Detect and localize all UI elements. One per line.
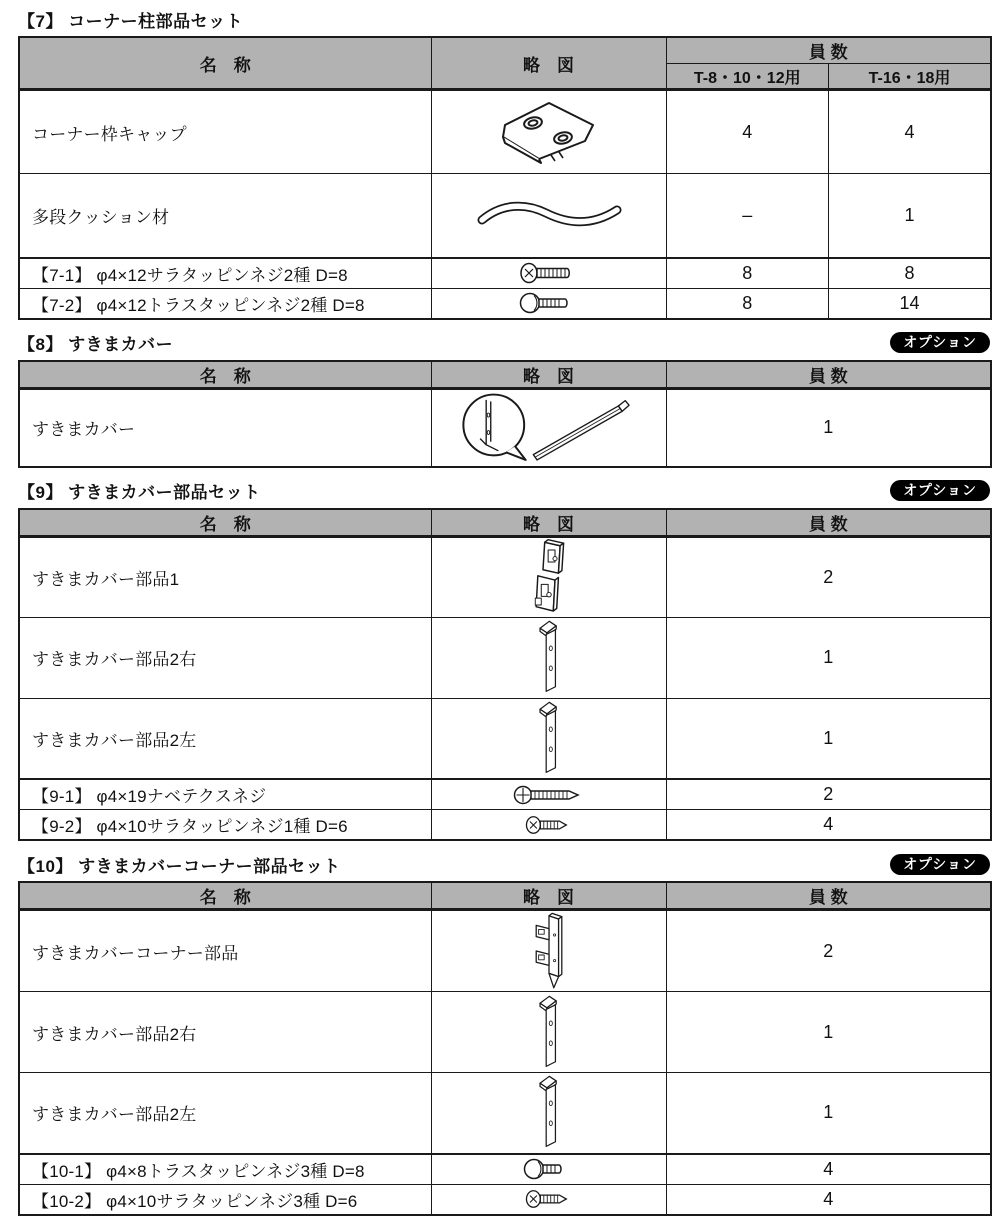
part-name: 【7-1】 φ4×12サラタッピンネジ2種 D=8 xyxy=(19,258,431,289)
part-name: コーナー枠キャップ xyxy=(19,90,431,174)
section-9-table xyxy=(18,508,992,842)
countersunk-screw-icon xyxy=(523,814,575,836)
gap-cover-icon xyxy=(436,390,661,466)
column-header-name: 名 称 xyxy=(19,509,431,537)
part-name: 【10-2】 φ4×10サラタッピンネジ3種 D=6 xyxy=(19,1184,431,1215)
column-header-qty: 員 数 xyxy=(666,361,991,389)
column-header-qty: 員 数 xyxy=(666,882,991,910)
qty-value: 1 xyxy=(829,174,992,258)
option-badge: オプション xyxy=(890,854,990,875)
column-header-sketch: 略 図 xyxy=(431,361,666,389)
table-row xyxy=(19,810,991,841)
table-row xyxy=(19,1073,991,1154)
qty-value: 8 xyxy=(829,258,992,289)
truss-screw-icon xyxy=(519,1158,579,1180)
qty-value: 1 xyxy=(666,1073,991,1154)
qty-value: 14 xyxy=(829,288,992,319)
section-10-table xyxy=(18,881,992,1216)
qty-value: 2 xyxy=(666,536,991,617)
qty-value: 4 xyxy=(666,1184,991,1215)
part-name: すきまカバー部品1 xyxy=(19,536,431,617)
qty-value: 8 xyxy=(666,288,829,319)
section-7-table xyxy=(18,36,992,320)
pan-head-tex-screw-icon xyxy=(513,784,585,806)
column-header-qty: 員 数 xyxy=(666,37,991,64)
section-10-header xyxy=(18,851,990,877)
column-header-qty-t16-18: T-16・18用 xyxy=(829,64,992,90)
countersunk-screw-icon xyxy=(519,262,579,284)
column-header-sketch: 略 図 xyxy=(431,509,666,537)
part-name: 【9-1】 φ4×19ナベテクスネジ xyxy=(19,779,431,810)
option-badge: オプション xyxy=(890,332,990,353)
qty-value: 2 xyxy=(666,779,991,810)
qty-value: 1 xyxy=(666,617,991,698)
column-header-qty: 員 数 xyxy=(666,509,991,537)
table-row xyxy=(19,536,991,617)
column-header-name: 名 称 xyxy=(19,882,431,910)
truss-screw-icon xyxy=(519,292,579,314)
part-name: すきまカバー部品2右 xyxy=(19,617,431,698)
part-name: すきまカバー部品2右 xyxy=(19,992,431,1073)
qty-value: 8 xyxy=(666,258,829,289)
part-name: すきまカバー部品2左 xyxy=(19,1073,431,1154)
qty-value: – xyxy=(666,174,829,258)
column-header-qty-t8-10-12: T-8・10・12用 xyxy=(666,64,829,90)
section-7-header xyxy=(18,6,990,32)
table-row xyxy=(19,90,991,174)
part-name: すきまカバーコーナー部品 xyxy=(19,910,431,992)
qty-value: 4 xyxy=(829,90,992,174)
section-8-table xyxy=(18,360,992,468)
table-row xyxy=(19,992,991,1073)
countersunk-screw-icon xyxy=(523,1188,575,1210)
section-7-title: 【7】 コーナー柱部品セット xyxy=(18,11,244,31)
table-row xyxy=(19,288,991,319)
section-8-header xyxy=(18,330,990,356)
part-name: 【10-1】 φ4×8トラスタッピンネジ3種 D=8 xyxy=(19,1154,431,1185)
table-row xyxy=(19,258,991,289)
part-name: 多段クッション材 xyxy=(19,174,431,258)
column-header-sketch: 略 図 xyxy=(431,882,666,910)
qty-value: 4 xyxy=(666,90,829,174)
column-header-sketch: 略 図 xyxy=(431,37,666,90)
part-name: 【9-2】 φ4×10サラタッピンネジ1種 D=6 xyxy=(19,810,431,841)
part-name: 【7-2】 φ4×12トラスタッピンネジ2種 D=8 xyxy=(19,288,431,319)
qty-value: 1 xyxy=(666,388,991,467)
qty-value: 2 xyxy=(666,910,991,992)
part-name: すきまカバー xyxy=(19,388,431,467)
part-name: すきまカバー部品2左 xyxy=(19,698,431,779)
table-row xyxy=(19,910,991,992)
section-10-title: 【10】 すきまカバーコーナー部品セット xyxy=(18,856,341,876)
table-row xyxy=(19,1154,991,1185)
qty-value: 4 xyxy=(666,810,991,841)
table-row xyxy=(19,1184,991,1215)
gap-cover-part-2-right-icon xyxy=(533,619,564,696)
option-badge: オプション xyxy=(890,480,990,501)
gap-cover-part-1-icon xyxy=(523,538,575,617)
gap-cover-part-2-left-icon xyxy=(533,1074,564,1151)
section-8-title: 【8】 すきまカバー xyxy=(18,335,174,354)
table-row xyxy=(19,174,991,258)
gap-cover-part-2-left-icon xyxy=(533,700,564,777)
section-9-title: 【9】 すきまカバー部品セット xyxy=(18,483,261,502)
corner-frame-cap-icon xyxy=(489,97,609,167)
table-row xyxy=(19,779,991,810)
table-row xyxy=(19,388,991,467)
column-header-name: 名 称 xyxy=(19,37,431,90)
qty-value: 1 xyxy=(666,698,991,779)
qty-value: 4 xyxy=(666,1154,991,1185)
table-row xyxy=(19,617,991,698)
column-header-name: 名 称 xyxy=(19,361,431,389)
gap-cover-corner-part-icon xyxy=(525,911,573,991)
gap-cover-part-2-right-icon xyxy=(533,994,564,1071)
table-row xyxy=(19,698,991,779)
section-9-header xyxy=(18,478,990,504)
multi-step-cushion-icon xyxy=(474,195,624,235)
qty-value: 1 xyxy=(666,992,991,1073)
